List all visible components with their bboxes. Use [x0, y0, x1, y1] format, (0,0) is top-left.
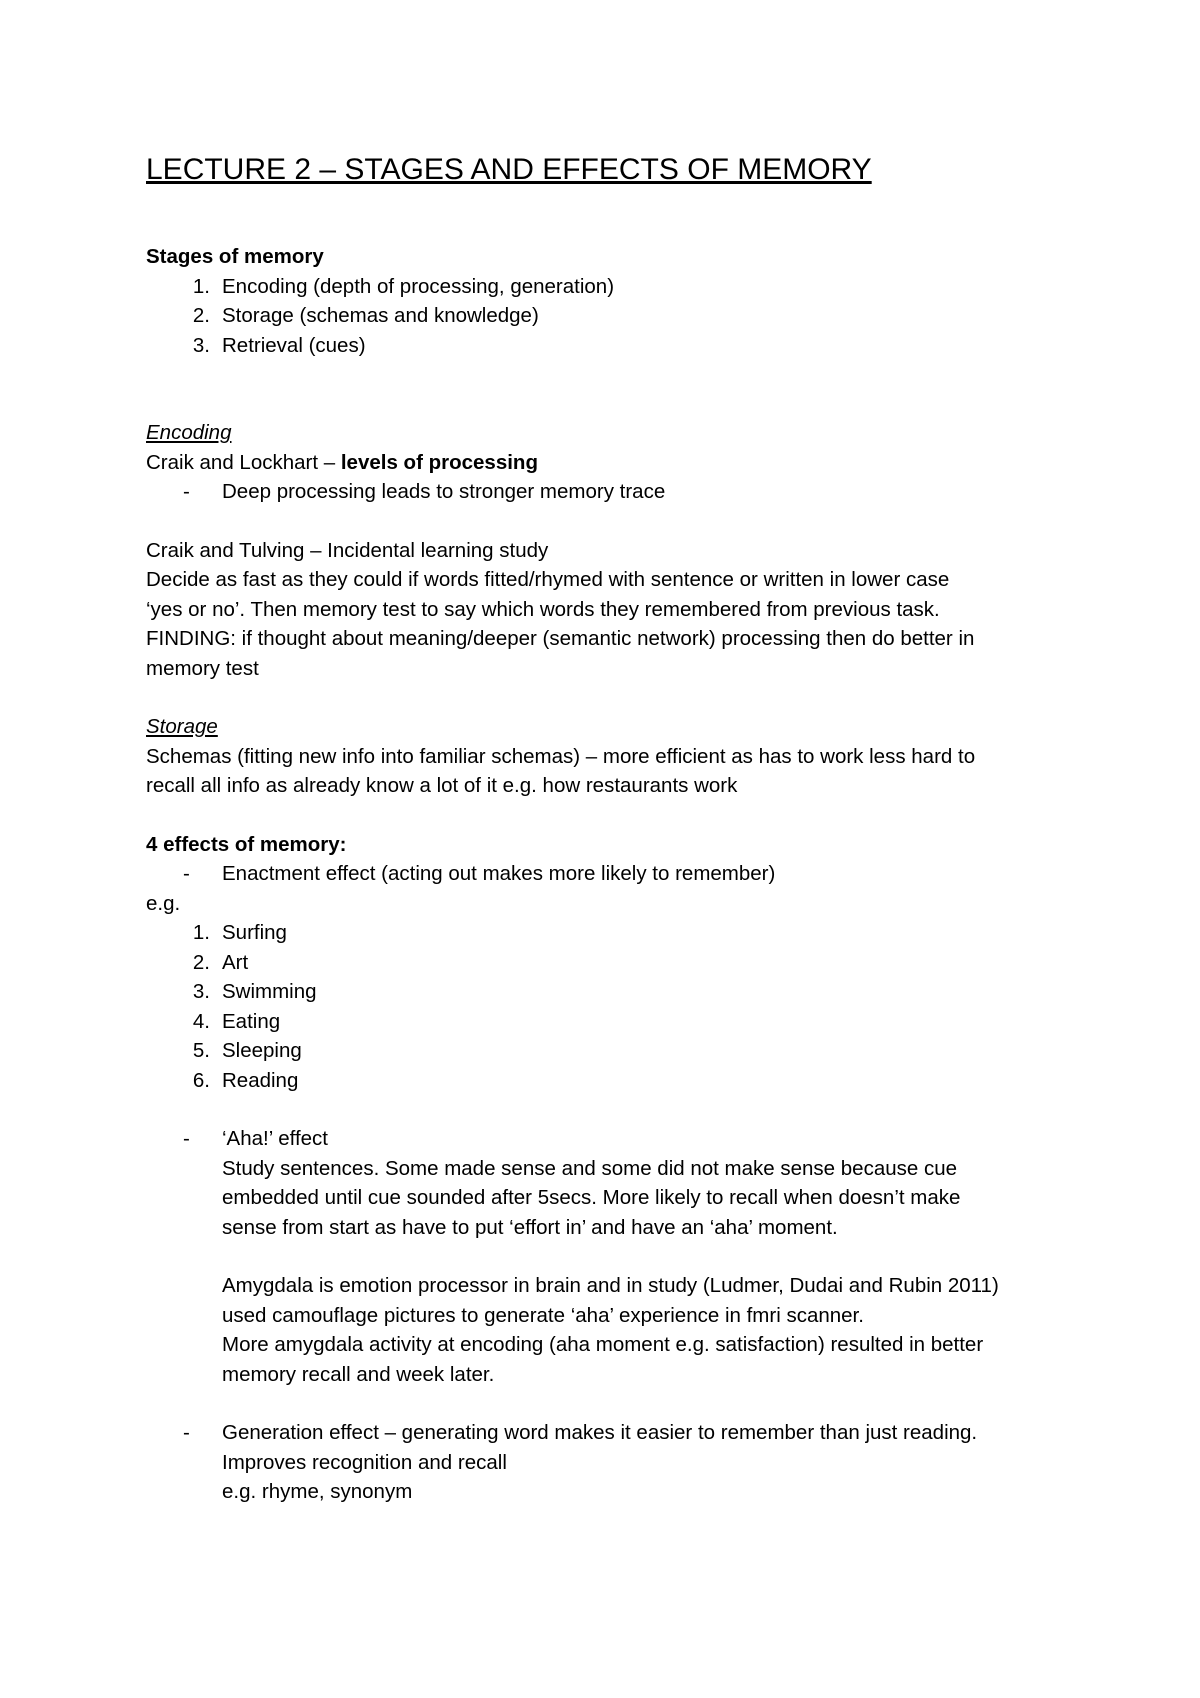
list-item: 1. Encoding (depth of processing, generation) — [192, 274, 615, 298]
storage-paragraph: Schemas (fitting new info into familiar schemas) – more efficient as has to work less hard to recall all info as already know a lot of it e.g. how restaurants work — [146, 744, 976, 797]
stages-heading: Stages of memory — [146, 245, 324, 268]
list-item: 6. Reading — [192, 1068, 299, 1092]
generation-paragraph: Improves recognition and recall e.g. rhyme, synonym — [222, 1450, 507, 1503]
craik-tulving-paragraph: Decide as fast as they could if words fitted/rhymed with sentence or written in lower case ‘yes or no’. Then memory test to say which words they remembered from previous task. FINDING: if thought about meaning/deeper (semantic network) processing then do better in memory test — [146, 568, 975, 680]
list-item: 1. Surfing — [192, 921, 287, 944]
list-item: 4. Eating — [192, 1009, 281, 1033]
list-item: - Deep processing leads to stronger memory trace — [183, 480, 666, 503]
aha-paragraph: Study sentences. Some made sense and some did not make sense because cue embedded until cue sounded after 5secs. More likely to recall when doesn’t make sense from start as have to put ‘effort in’ and have an ‘aha’ moment. — [222, 1156, 961, 1239]
list-item: - ‘Aha!’ effect — [183, 1127, 328, 1150]
list-item: - Enactment effect (acting out makes more likely to remember) — [183, 862, 776, 885]
list-item: 5. Sleeping — [192, 1039, 302, 1062]
list-item: 3. Swimming — [192, 980, 317, 1003]
list-item: 2. Storage (schemas and knowledge) — [192, 304, 539, 327]
list-item: 2. Art — [192, 950, 249, 974]
craik-tulving-line: Craik and Tulving – Incidental learning study — [146, 538, 549, 562]
effects-heading: 4 effects of memory: — [146, 832, 347, 856]
craik-lockhart-line: Craik and Lockhart – levels of processing — [146, 450, 538, 474]
list-item: - Generation effect – generating word makes it easier to remember than just reading. — [183, 1421, 978, 1444]
examples-list — [146, 918, 1076, 1095]
document-page — [146, 150, 1076, 1507]
stages-list — [146, 272, 1076, 361]
storage-heading: Storage — [146, 715, 218, 738]
document-title: LECTURE 2 – STAGES AND EFFECTS OF MEMORY — [146, 153, 872, 186]
encoding-heading: Encoding — [146, 421, 232, 444]
eg-label: e.g. — [146, 891, 181, 915]
amygdala-paragraph: Amygdala is emotion processor in brain and in study (Ludmer, Dudai and Rubin 2011) used camouflage pictures to generate ‘aha’ experience in fmri scanner. More amygdala activity at encoding (aha moment e.g. satisfaction) resulted in better memory recall and week later. — [222, 1274, 999, 1386]
list-item: 3. Retrieval (cues) — [192, 333, 366, 357]
